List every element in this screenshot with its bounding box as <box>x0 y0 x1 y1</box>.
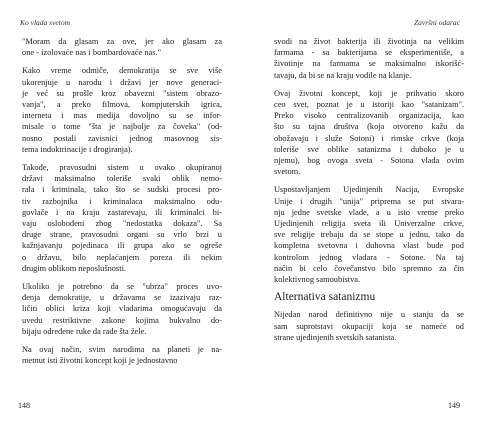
text-line: državi maksimalno toleriše svaki oblik nemo- <box>22 174 222 184</box>
paragraph <box>22 36 222 58</box>
paragraph <box>274 88 464 178</box>
page-number-right: 149 <box>448 401 460 410</box>
text-line: sve religije trebaju da se stope u jednu, tako da <box>274 230 464 240</box>
text-line: obožavaju i služe Sotoni) i rimske crkve (koja <box>274 133 464 143</box>
text-line: vanja", a preko filmova, kompjuterskih igrica, <box>22 100 222 110</box>
text-line: svodi na život bakterija ili životinja na velikim <box>274 37 464 46</box>
text-line: farmama - sa bakterijama se eksperimentiše, a <box>274 48 464 58</box>
text-line: toleriše sve oblike satanizma i duboko je u <box>274 144 464 154</box>
text-line: Preko visoko centralizovanih organizacija, kao <box>274 111 464 121</box>
text-line: vaju oslobođeni zbog "nedostatka dokaza". Sa <box>22 219 222 229</box>
text-line: svetom. <box>274 167 301 177</box>
text-line: način bi celo čovečanstvo bilo spremno za čin <box>274 263 464 273</box>
text-line: Nijedan narod definitivno nije u stanju da se <box>274 310 464 320</box>
right-page <box>240 0 480 432</box>
text-line: bijaju određene ruke da rade šta žele. <box>22 326 147 336</box>
text-line: drugim oblikom neposlušnosti. <box>22 263 126 273</box>
text-line: kažnjavanju pojedinaca ili grupa ako se ogreše <box>22 241 222 251</box>
paragraph <box>22 65 222 155</box>
text-line: tema indoktrinacije i drogiranja). <box>22 144 133 154</box>
text-line: uvedu restriktivne zakone kojima bukvalno do- <box>22 315 222 325</box>
text-line: Unije i drugih "unija" pripremа se put stvara- <box>274 196 464 206</box>
text-line: kontrolom jednog vladara - Sotone. Na taj <box>274 252 464 262</box>
text-line: đenja demokratije, u državama se izazivaju raz- <box>22 293 222 303</box>
text-line: što su tajna društva (koja otvoreno kažu da <box>274 122 464 132</box>
text-line: tiv razbojnika i kriminalaca maksimalno odu- <box>22 196 222 206</box>
text-line: Takođe, pravosudni sistem u ovako okupiranoj <box>22 163 222 173</box>
paragraph <box>274 309 464 343</box>
text-line: Uspostavljanjem Ujedinjenih Nacija, Evropske <box>274 185 464 195</box>
text-line: životinje na farmama se maksimalno iskorišć- <box>274 59 464 69</box>
text-line: strane ujedinjenih svetskih satanista. <box>274 332 397 342</box>
text-line: metnut isti životni koncept koji je jednostavno <box>22 356 178 366</box>
left-body-text <box>22 36 222 373</box>
text-line: druge strane, pravosudni organi su vrlo brzi u <box>22 230 222 240</box>
text-line: govlače i na kraju zastarevaju, ili kriminalci bi- <box>22 207 222 217</box>
text-line: nju jedne svetske vlade, a u isto vreme preko <box>274 207 464 217</box>
right-body-text <box>274 36 464 350</box>
paragraph <box>274 184 464 285</box>
paragraph <box>22 344 222 366</box>
section-heading: Alternativa satanizmu <box>274 291 376 304</box>
paragraph <box>22 281 222 337</box>
text-line: njemu), bog ovoga sveta - Sotona vlada ovim <box>274 156 464 166</box>
text-line: kolektivnog samoubistva. <box>274 275 361 285</box>
text-line: interneta i mas medija dovoljno su se infor- <box>22 111 222 121</box>
text-line: je već su prošle kroz obavezni "sistem obrazo- <box>22 88 222 98</box>
paragraph <box>22 162 222 274</box>
text-line: rala i kriminala, tako što se sudski procesi pro- <box>22 185 222 195</box>
text-line: Na ovaj način, svim narodima na planeti je na- <box>22 345 222 355</box>
text-line: ceo svet, poznat je u istoriji kao "satanizam". <box>274 100 464 110</box>
text-line: ukorenjuje u narodu i državi jer nove generaci- <box>22 77 222 87</box>
text-line: misale o tome "šta je najbolje za čoveka" (od- <box>22 122 222 132</box>
text-line: nosno postali zavisnici jednog masovnog sis- <box>22 133 222 143</box>
text-line: Kako vreme odmiče, demokratija se sve više <box>22 66 222 76</box>
running-head-right: Završni odarac <box>413 18 460 27</box>
text-line: ličiti oblici kriza koji vladarima omogućavaju da <box>22 304 222 314</box>
text-line: "Moram da glasam za ove, jer ako glasam za <box>22 37 222 46</box>
text-line: tavaju, da bi se na kraju vodile na klanje. <box>274 70 412 80</box>
text-line: Ukoliko je potrebno da se "ubrza" proces uvo- <box>22 282 222 292</box>
text-line: kompletna svetovna i duhovna vlast bude pod <box>274 241 464 251</box>
paragraph <box>274 36 464 81</box>
text-line: sam suprotstavi okupaciji koja se nameće od <box>274 321 464 331</box>
page-number-left: 148 <box>18 401 30 410</box>
text-line: one - izolovaće nas i bombardovaće nas." <box>22 48 161 58</box>
running-head-left: Ko vlada svetom <box>20 18 70 27</box>
text-line: o državu, bilo neplaćanjem poreza ili nekim <box>22 252 222 262</box>
text-line: Ovaj životni koncept, koji je prihvatio skoro <box>274 88 464 98</box>
text-line: Ujedinjenih religija sveta ili Univerzalne crkve, <box>274 219 464 229</box>
